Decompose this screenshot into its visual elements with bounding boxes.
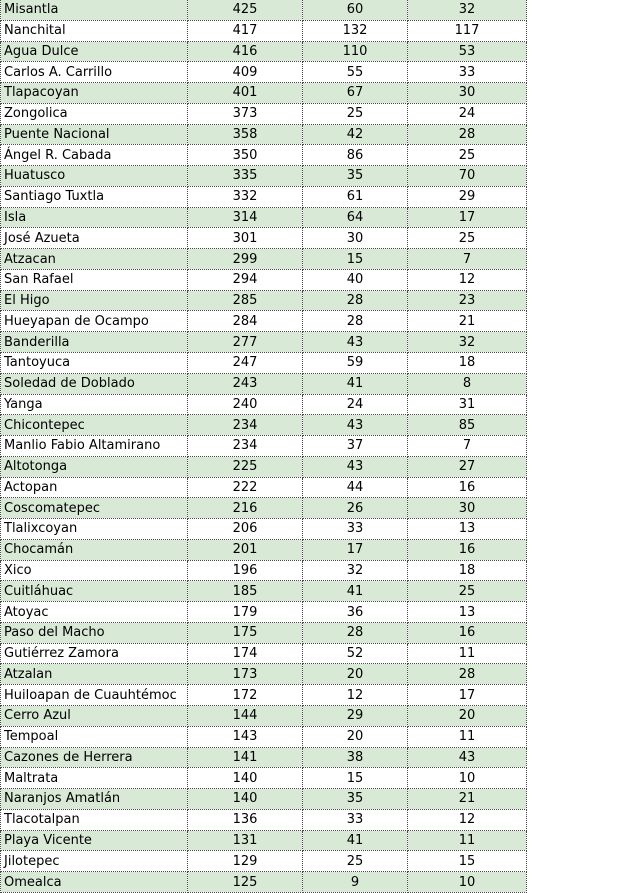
value-cell-3[interactable]: 24 <box>408 103 527 124</box>
value-cell-1[interactable]: 225 <box>188 456 303 477</box>
value-cell-3[interactable]: 32 <box>408 332 527 353</box>
value-cell-3[interactable]: 30 <box>408 498 527 519</box>
table-row[interactable] <box>1 643 527 664</box>
municipality-cell[interactable]: Tlacotalpan <box>1 809 188 830</box>
value-cell-3[interactable]: 25 <box>408 228 527 249</box>
municipality-cell[interactable]: Paso del Macho <box>1 622 188 643</box>
value-cell-3[interactable]: 31 <box>408 394 527 415</box>
value-cell-1[interactable]: 294 <box>188 269 303 290</box>
table-row[interactable] <box>1 20 527 41</box>
value-cell-2[interactable]: 37 <box>303 436 408 457</box>
value-cell-3[interactable]: 11 <box>408 643 527 664</box>
value-cell-1[interactable]: 140 <box>188 768 303 789</box>
municipality-cell[interactable]: Banderilla <box>1 332 188 353</box>
value-cell-1[interactable]: 201 <box>188 539 303 560</box>
value-cell-1[interactable]: 425 <box>188 0 303 20</box>
value-cell-3[interactable]: 53 <box>408 41 527 62</box>
table-row[interactable] <box>1 830 527 851</box>
municipality-cell[interactable]: José Azueta <box>1 228 188 249</box>
value-cell-1[interactable]: 314 <box>188 207 303 228</box>
table-row[interactable] <box>1 768 527 789</box>
value-cell-2[interactable]: 25 <box>303 851 408 872</box>
municipality-cell[interactable]: Tempoal <box>1 726 188 747</box>
municipality-cell[interactable]: Isla <box>1 207 188 228</box>
value-cell-3[interactable]: 23 <box>408 290 527 311</box>
table-row[interactable] <box>1 706 527 727</box>
value-cell-2[interactable]: 86 <box>303 145 408 166</box>
value-cell-3[interactable]: 12 <box>408 269 527 290</box>
value-cell-3[interactable]: 10 <box>408 768 527 789</box>
municipality-cell[interactable]: Huatusco <box>1 166 188 187</box>
value-cell-2[interactable]: 17 <box>303 539 408 560</box>
municipality-cell[interactable]: Yanga <box>1 394 188 415</box>
value-cell-3[interactable]: 11 <box>408 830 527 851</box>
municipality-cell[interactable]: Coscomatepec <box>1 498 188 519</box>
municipality-cell[interactable]: Cuitláhuac <box>1 581 188 602</box>
value-cell-1[interactable]: 234 <box>188 436 303 457</box>
value-cell-1[interactable]: 206 <box>188 519 303 540</box>
value-cell-1[interactable]: 222 <box>188 477 303 498</box>
municipality-cell[interactable]: Gutiérrez Zamora <box>1 643 188 664</box>
municipality-cell[interactable]: Playa Vicente <box>1 830 188 851</box>
value-cell-2[interactable]: 35 <box>303 166 408 187</box>
table-row[interactable] <box>1 373 527 394</box>
table-row[interactable] <box>1 519 527 540</box>
value-cell-3[interactable]: 21 <box>408 311 527 332</box>
value-cell-1[interactable]: 285 <box>188 290 303 311</box>
value-cell-1[interactable]: 143 <box>188 726 303 747</box>
value-cell-1[interactable]: 358 <box>188 124 303 145</box>
value-cell-2[interactable]: 29 <box>303 706 408 727</box>
table-row[interactable] <box>1 789 527 810</box>
table-row[interactable] <box>1 0 527 20</box>
value-cell-1[interactable]: 173 <box>188 664 303 685</box>
municipality-cell[interactable]: Zongolica <box>1 103 188 124</box>
value-cell-2[interactable]: 64 <box>303 207 408 228</box>
table-row[interactable] <box>1 477 527 498</box>
table-row[interactable] <box>1 622 527 643</box>
value-cell-2[interactable]: 32 <box>303 560 408 581</box>
table-row[interactable] <box>1 664 527 685</box>
value-cell-2[interactable]: 61 <box>303 186 408 207</box>
value-cell-1[interactable]: 196 <box>188 560 303 581</box>
table-row[interactable] <box>1 103 527 124</box>
table-row[interactable] <box>1 269 527 290</box>
table-row[interactable] <box>1 290 527 311</box>
value-cell-3[interactable]: 117 <box>408 20 527 41</box>
municipality-cell[interactable]: Atzacan <box>1 249 188 270</box>
value-cell-3[interactable]: 18 <box>408 352 527 373</box>
table-row[interactable] <box>1 809 527 830</box>
value-cell-2[interactable]: 55 <box>303 62 408 83</box>
table-body <box>1 0 527 893</box>
table-row[interactable] <box>1 332 527 353</box>
municipality-cell[interactable]: Soledad de Doblado <box>1 373 188 394</box>
municipality-cell[interactable]: Omealca <box>1 872 188 893</box>
municipality-cell[interactable]: Jilotepec <box>1 851 188 872</box>
value-cell-1[interactable]: 301 <box>188 228 303 249</box>
value-cell-2[interactable]: 15 <box>303 768 408 789</box>
value-cell-3[interactable]: 18 <box>408 560 527 581</box>
municipality-cell[interactable]: Santiago Tuxtla <box>1 186 188 207</box>
table-row[interactable] <box>1 124 527 145</box>
value-cell-3[interactable]: 28 <box>408 664 527 685</box>
municipality-cell[interactable]: Nanchital <box>1 20 188 41</box>
value-cell-3[interactable]: 11 <box>408 726 527 747</box>
value-cell-1[interactable]: 284 <box>188 311 303 332</box>
value-cell-3[interactable]: 28 <box>408 124 527 145</box>
value-cell-3[interactable]: 16 <box>408 622 527 643</box>
value-cell-1[interactable]: 125 <box>188 872 303 893</box>
value-cell-1[interactable]: 144 <box>188 706 303 727</box>
value-cell-2[interactable]: 59 <box>303 352 408 373</box>
value-cell-1[interactable]: 172 <box>188 685 303 706</box>
value-cell-3[interactable]: 17 <box>408 207 527 228</box>
value-cell-1[interactable]: 175 <box>188 622 303 643</box>
value-cell-2[interactable]: 20 <box>303 664 408 685</box>
municipality-cell[interactable]: Actopan <box>1 477 188 498</box>
value-cell-1[interactable]: 335 <box>188 166 303 187</box>
municipality-cell[interactable]: San Rafael <box>1 269 188 290</box>
value-cell-1[interactable]: 216 <box>188 498 303 519</box>
value-cell-2[interactable]: 43 <box>303 456 408 477</box>
value-cell-2[interactable]: 40 <box>303 269 408 290</box>
value-cell-1[interactable]: 140 <box>188 789 303 810</box>
table-row[interactable] <box>1 228 527 249</box>
value-cell-2[interactable]: 110 <box>303 41 408 62</box>
value-cell-3[interactable]: 16 <box>408 539 527 560</box>
table-row[interactable] <box>1 311 527 332</box>
value-cell-3[interactable]: 32 <box>408 0 527 20</box>
value-cell-3[interactable]: 25 <box>408 581 527 602</box>
table-row[interactable] <box>1 166 527 187</box>
municipality-cell[interactable]: Chicontepec <box>1 415 188 436</box>
value-cell-1[interactable]: 174 <box>188 643 303 664</box>
municipality-cell[interactable]: Tlapacoyan <box>1 83 188 104</box>
municipality-cell[interactable]: Atzalan <box>1 664 188 685</box>
value-cell-2[interactable]: 44 <box>303 477 408 498</box>
value-cell-3[interactable]: 20 <box>408 706 527 727</box>
value-cell-1[interactable]: 234 <box>188 415 303 436</box>
table-row[interactable] <box>1 62 527 83</box>
value-cell-2[interactable]: 41 <box>303 373 408 394</box>
municipality-cell[interactable]: Altotonga <box>1 456 188 477</box>
value-cell-2[interactable]: 26 <box>303 498 408 519</box>
value-cell-2[interactable]: 67 <box>303 83 408 104</box>
value-cell-2[interactable]: 33 <box>303 519 408 540</box>
value-cell-2[interactable]: 33 <box>303 809 408 830</box>
value-cell-1[interactable]: 409 <box>188 62 303 83</box>
value-cell-3[interactable]: 17 <box>408 685 527 706</box>
table-row[interactable] <box>1 602 527 623</box>
value-cell-3[interactable]: 25 <box>408 145 527 166</box>
value-cell-2[interactable]: 60 <box>303 0 408 20</box>
value-cell-2[interactable]: 35 <box>303 789 408 810</box>
value-cell-3[interactable]: 85 <box>408 415 527 436</box>
value-cell-1[interactable]: 185 <box>188 581 303 602</box>
value-cell-2[interactable]: 132 <box>303 20 408 41</box>
value-cell-1[interactable]: 243 <box>188 373 303 394</box>
municipality-cell[interactable]: Tantoyuca <box>1 352 188 373</box>
table-row[interactable] <box>1 872 527 893</box>
value-cell-1[interactable]: 240 <box>188 394 303 415</box>
value-cell-2[interactable]: 36 <box>303 602 408 623</box>
table-row[interactable] <box>1 581 527 602</box>
value-cell-2[interactable]: 15 <box>303 249 408 270</box>
table-row[interactable] <box>1 186 527 207</box>
value-cell-2[interactable]: 43 <box>303 332 408 353</box>
value-cell-1[interactable]: 350 <box>188 145 303 166</box>
value-cell-3[interactable]: 7 <box>408 249 527 270</box>
value-cell-1[interactable]: 277 <box>188 332 303 353</box>
table-row[interactable] <box>1 83 527 104</box>
value-cell-2[interactable]: 42 <box>303 124 408 145</box>
value-cell-1[interactable]: 416 <box>188 41 303 62</box>
value-cell-2[interactable]: 28 <box>303 311 408 332</box>
municipality-cell[interactable]: Xico <box>1 560 188 581</box>
value-cell-3[interactable]: 70 <box>408 166 527 187</box>
value-cell-3[interactable]: 21 <box>408 789 527 810</box>
value-cell-3[interactable]: 13 <box>408 519 527 540</box>
table-row[interactable] <box>1 436 527 457</box>
value-cell-2[interactable]: 12 <box>303 685 408 706</box>
municipality-cell[interactable]: Naranjos Amatlán <box>1 789 188 810</box>
municipality-cell[interactable]: Carlos A. Carrillo <box>1 62 188 83</box>
value-cell-3[interactable]: 30 <box>408 83 527 104</box>
value-cell-3[interactable]: 10 <box>408 872 527 893</box>
value-cell-1[interactable]: 136 <box>188 809 303 830</box>
table-row[interactable] <box>1 747 527 768</box>
municipality-cell[interactable]: Tlalixcoyan <box>1 519 188 540</box>
value-cell-1[interactable]: 247 <box>188 352 303 373</box>
table-row[interactable] <box>1 456 527 477</box>
value-cell-2[interactable]: 24 <box>303 394 408 415</box>
value-cell-2[interactable]: 9 <box>303 872 408 893</box>
table-row[interactable] <box>1 394 527 415</box>
value-cell-1[interactable]: 141 <box>188 747 303 768</box>
value-cell-1[interactable]: 299 <box>188 249 303 270</box>
value-cell-1[interactable]: 417 <box>188 20 303 41</box>
table-row[interactable] <box>1 560 527 581</box>
value-cell-1[interactable]: 373 <box>188 103 303 124</box>
table-row[interactable] <box>1 207 527 228</box>
municipality-cell[interactable]: Agua Dulce <box>1 41 188 62</box>
table-row[interactable] <box>1 41 527 62</box>
table-row[interactable] <box>1 249 527 270</box>
value-cell-3[interactable]: 16 <box>408 477 527 498</box>
table-row[interactable] <box>1 415 527 436</box>
value-cell-3[interactable]: 12 <box>408 809 527 830</box>
value-cell-2[interactable]: 28 <box>303 622 408 643</box>
municipality-cell[interactable]: Puente Nacional <box>1 124 188 145</box>
municipality-cell[interactable]: Huiloapan de Cuauhtémoc <box>1 685 188 706</box>
table-row[interactable] <box>1 851 527 872</box>
value-cell-2[interactable]: 41 <box>303 830 408 851</box>
municipality-cell[interactable]: Misantla <box>1 0 188 20</box>
value-cell-2[interactable]: 20 <box>303 726 408 747</box>
municipality-cell[interactable]: Cazones de Herrera <box>1 747 188 768</box>
value-cell-1[interactable]: 401 <box>188 83 303 104</box>
value-cell-2[interactable]: 38 <box>303 747 408 768</box>
value-cell-3[interactable]: 8 <box>408 373 527 394</box>
value-cell-3[interactable]: 29 <box>408 186 527 207</box>
value-cell-3[interactable]: 7 <box>408 436 527 457</box>
value-cell-2[interactable]: 25 <box>303 103 408 124</box>
table-row[interactable] <box>1 498 527 519</box>
value-cell-2[interactable]: 41 <box>303 581 408 602</box>
municipality-cell[interactable]: El Higo <box>1 290 188 311</box>
municipality-cell[interactable]: Manlio Fabio Altamirano <box>1 436 188 457</box>
value-cell-2[interactable]: 30 <box>303 228 408 249</box>
value-cell-2[interactable]: 52 <box>303 643 408 664</box>
value-cell-1[interactable]: 129 <box>188 851 303 872</box>
municipality-cell[interactable]: Chocamán <box>1 539 188 560</box>
value-cell-3[interactable]: 13 <box>408 602 527 623</box>
table-row[interactable] <box>1 539 527 560</box>
value-cell-3[interactable]: 27 <box>408 456 527 477</box>
table-row[interactable] <box>1 685 527 706</box>
value-cell-1[interactable]: 332 <box>188 186 303 207</box>
value-cell-3[interactable]: 33 <box>408 62 527 83</box>
value-cell-1[interactable]: 179 <box>188 602 303 623</box>
municipality-cell[interactable]: Maltrata <box>1 768 188 789</box>
municipality-cell[interactable]: Hueyapan de Ocampo <box>1 311 188 332</box>
value-cell-1[interactable]: 131 <box>188 830 303 851</box>
municipality-cell[interactable]: Ángel R. Cabada <box>1 145 188 166</box>
table-row[interactable] <box>1 726 527 747</box>
value-cell-3[interactable]: 15 <box>408 851 527 872</box>
municipality-cell[interactable]: Cerro Azul <box>1 706 188 727</box>
value-cell-2[interactable]: 43 <box>303 415 408 436</box>
value-cell-2[interactable]: 28 <box>303 290 408 311</box>
table-row[interactable] <box>1 145 527 166</box>
table-row[interactable] <box>1 352 527 373</box>
value-cell-3[interactable]: 43 <box>408 747 527 768</box>
municipality-cell[interactable]: Atoyac <box>1 602 188 623</box>
